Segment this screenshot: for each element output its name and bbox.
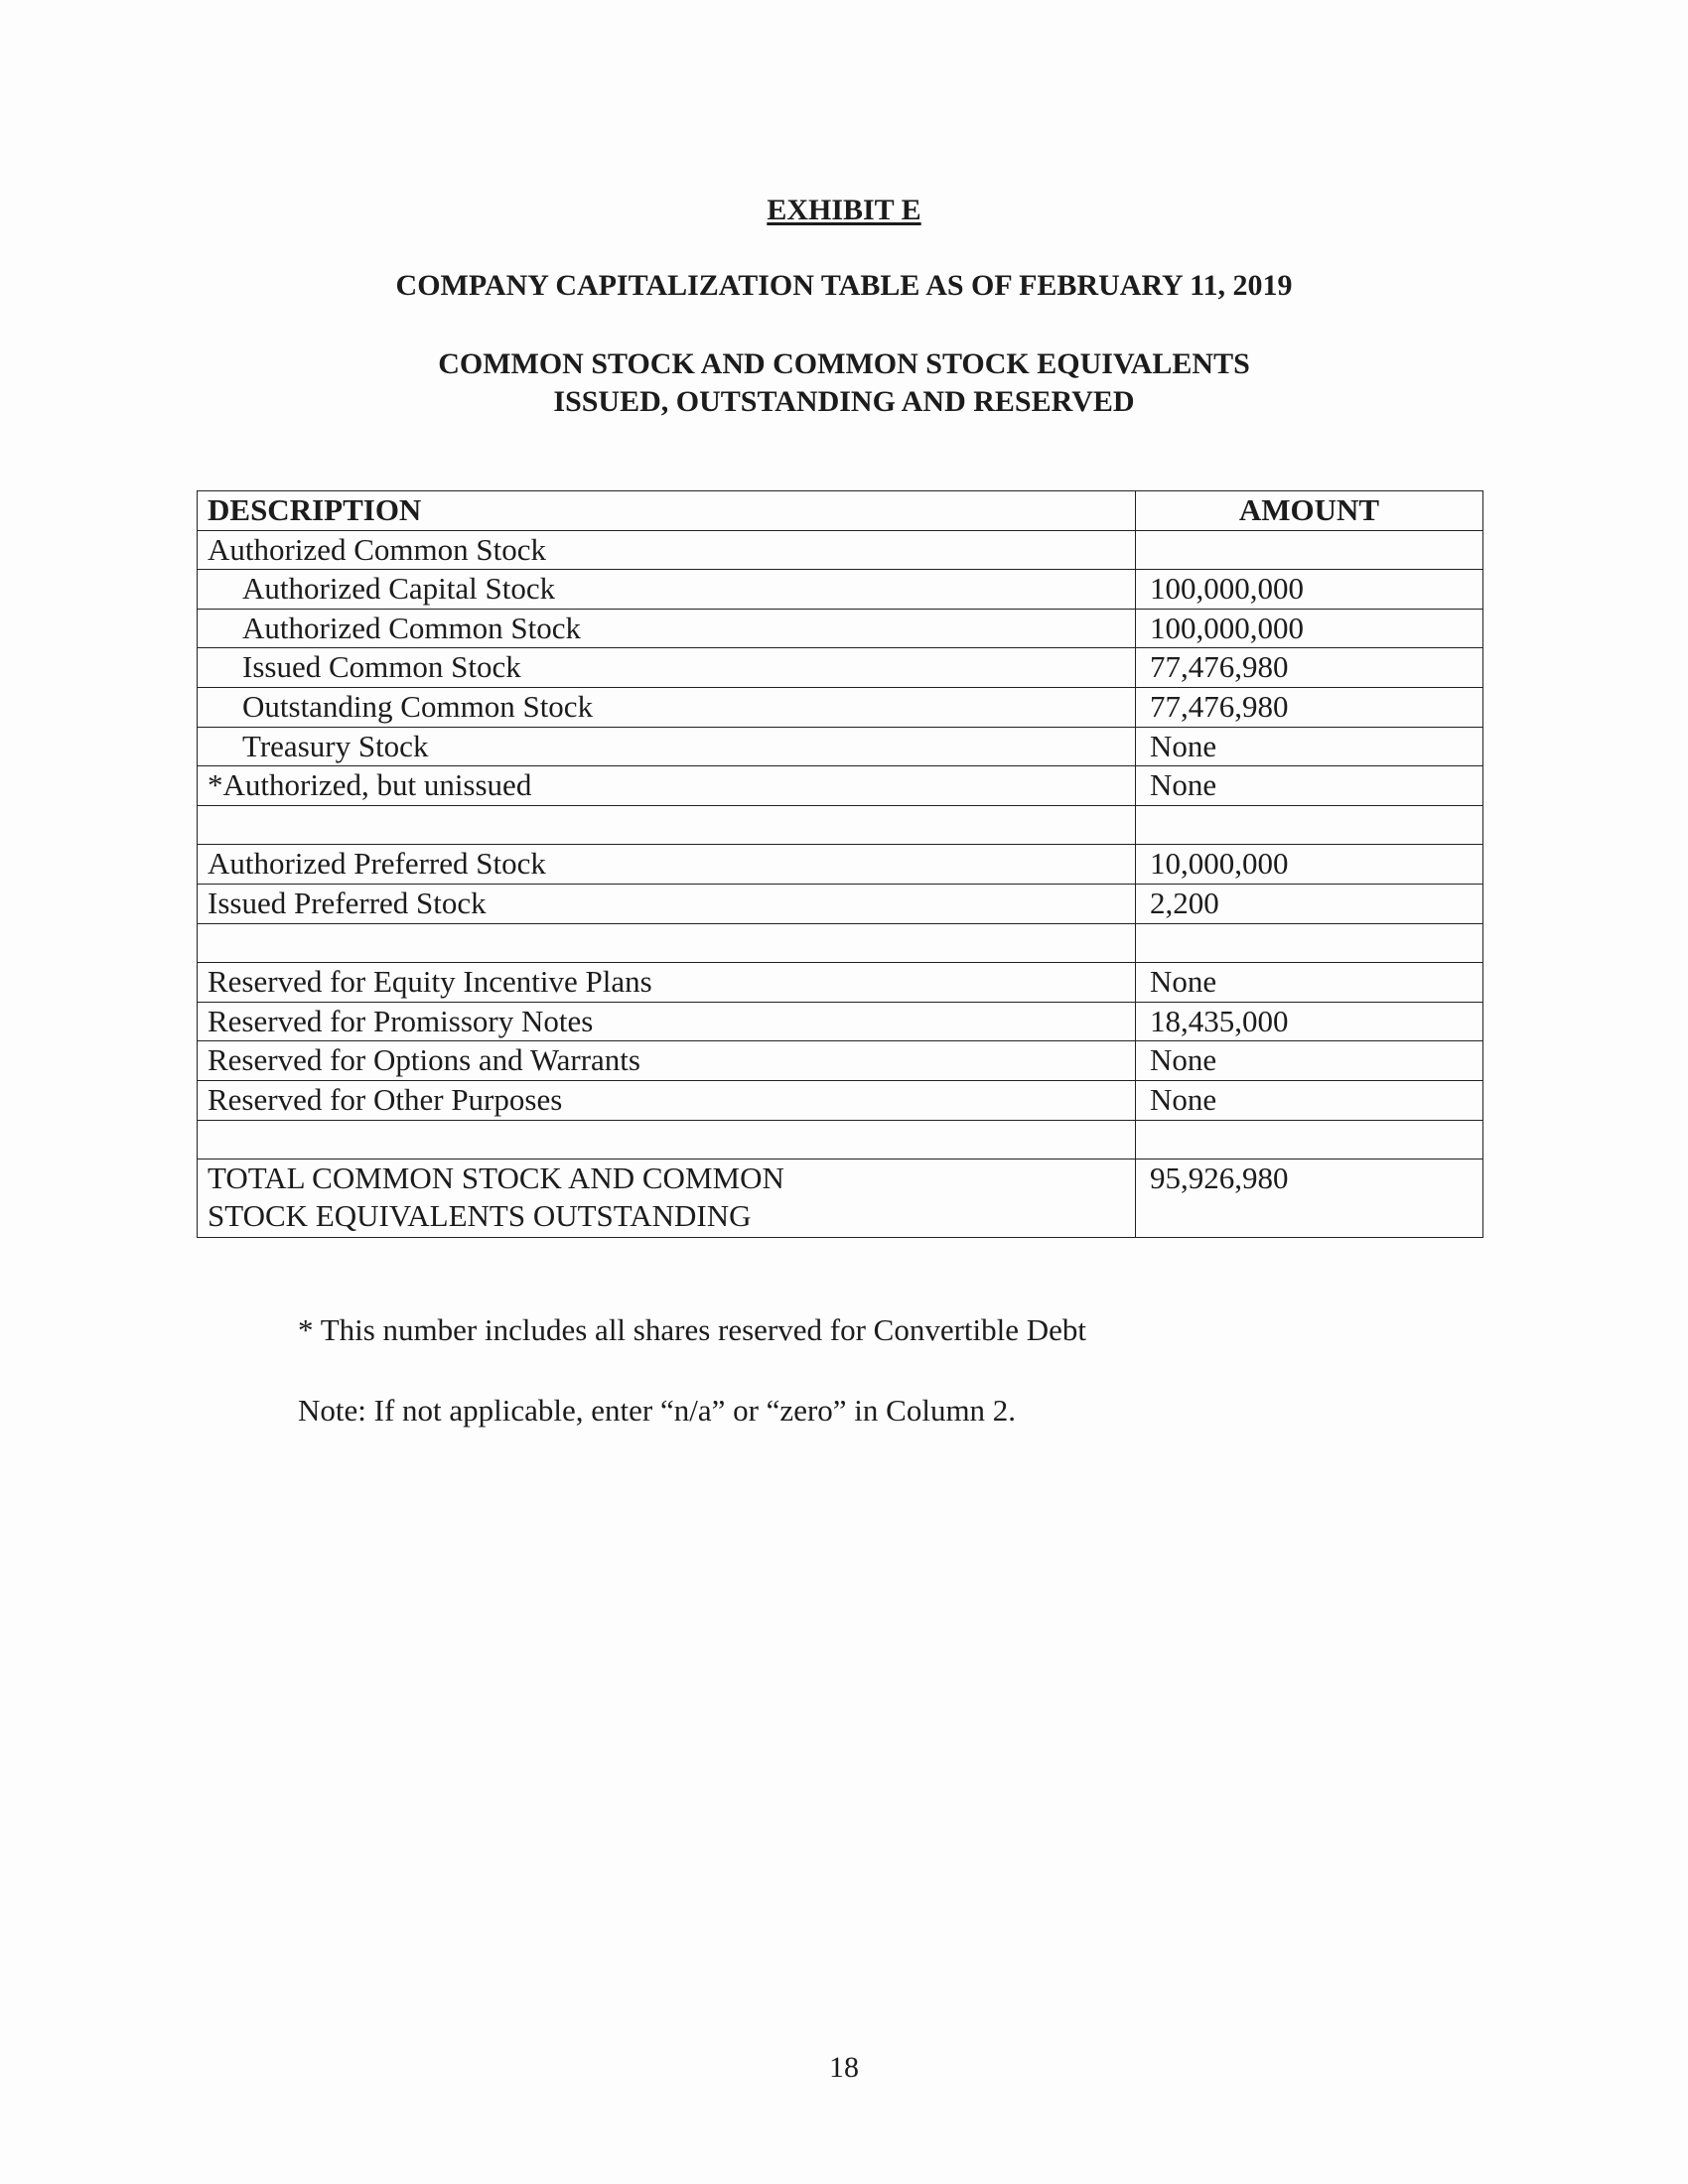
row-amount: None [1136,1080,1483,1120]
table-header-row [198,491,1483,531]
table-row [198,727,1483,766]
section-title-line-2: ISSUED, OUTSTANDING AND RESERVED [553,385,1135,418]
row-amount: 77,476,980 [1136,648,1483,688]
row-amount: 18,435,000 [1136,1002,1483,1041]
row-amount: None [1136,727,1483,766]
row-amount: None [1136,766,1483,806]
row-description: Treasury Stock [198,727,1136,766]
row-amount: None [1136,963,1483,1003]
asterisk-footnote: * This number includes all shares reserved for Convertible Debt [298,1312,1087,1347]
table-row [198,648,1483,688]
row-description: Authorized Preferred Stock [198,845,1136,885]
row-description [198,923,1136,963]
row-description: *Authorized, but unissued [198,766,1136,806]
table-row-spacer [198,805,1483,845]
amount-header: AMOUNT [1136,491,1483,531]
total-description-line-2: STOCK EQUIVALENTS OUTSTANDING [208,1198,752,1234]
row-description: Outstanding Common Stock [198,687,1136,727]
row-description [198,805,1136,845]
table-row [198,1080,1483,1120]
table-row [198,963,1483,1003]
row-description: Issued Common Stock [198,648,1136,688]
table-row [198,884,1483,923]
row-amount: 10,000,000 [1136,845,1483,885]
row-description: Issued Preferred Stock [198,884,1136,923]
table-row [198,1041,1483,1081]
table-row [198,609,1483,648]
section-title [0,345,1688,421]
row-amount [1136,923,1483,963]
total-description [198,1160,1136,1238]
exhibit-label: EXHIBIT E [767,194,921,226]
row-description: Reserved for Equity Incentive Plans [198,963,1136,1003]
table-row [198,570,1483,610]
row-amount [1136,1120,1483,1160]
table-row [198,845,1483,885]
total-amount: 95,926,980 [1136,1160,1483,1238]
table-row [198,766,1483,806]
row-description: Reserved for Promissory Notes [198,1002,1136,1041]
row-amount [1136,805,1483,845]
applicability-note: Note: If not applicable, enter “n/a” or “zero” in Column 2. [298,1393,1017,1428]
total-description-line-1: TOTAL COMMON STOCK AND COMMON [208,1160,784,1196]
table-row [198,530,1483,570]
row-description: Reserved for Other Purposes [198,1080,1136,1120]
total-row [198,1160,1483,1238]
row-amount: 100,000,000 [1136,570,1483,610]
table-row-spacer [198,923,1483,963]
table-row-spacer [198,1120,1483,1160]
capitalization-table [197,490,1483,1238]
row-description: Authorized Common Stock [198,609,1136,648]
table-row [198,1002,1483,1041]
section-title-line-1: COMMON STOCK AND COMMON STOCK EQUIVALENTS [438,347,1250,380]
row-description [198,1120,1136,1160]
row-description: Authorized Common Stock [198,530,1136,570]
row-description: Reserved for Options and Warrants [198,1041,1136,1081]
document-title: COMPANY CAPITALIZATION TABLE AS OF FEBRUARY 11, 2019 [395,269,1293,302]
table-row [198,687,1483,727]
page-number: 18 [829,2051,859,2084]
row-description: Authorized Capital Stock [198,570,1136,610]
description-header: DESCRIPTION [198,491,1136,531]
row-amount: None [1136,1041,1483,1081]
row-amount: 100,000,000 [1136,609,1483,648]
row-amount: 77,476,980 [1136,687,1483,727]
row-amount [1136,530,1483,570]
row-amount: 2,200 [1136,884,1483,923]
